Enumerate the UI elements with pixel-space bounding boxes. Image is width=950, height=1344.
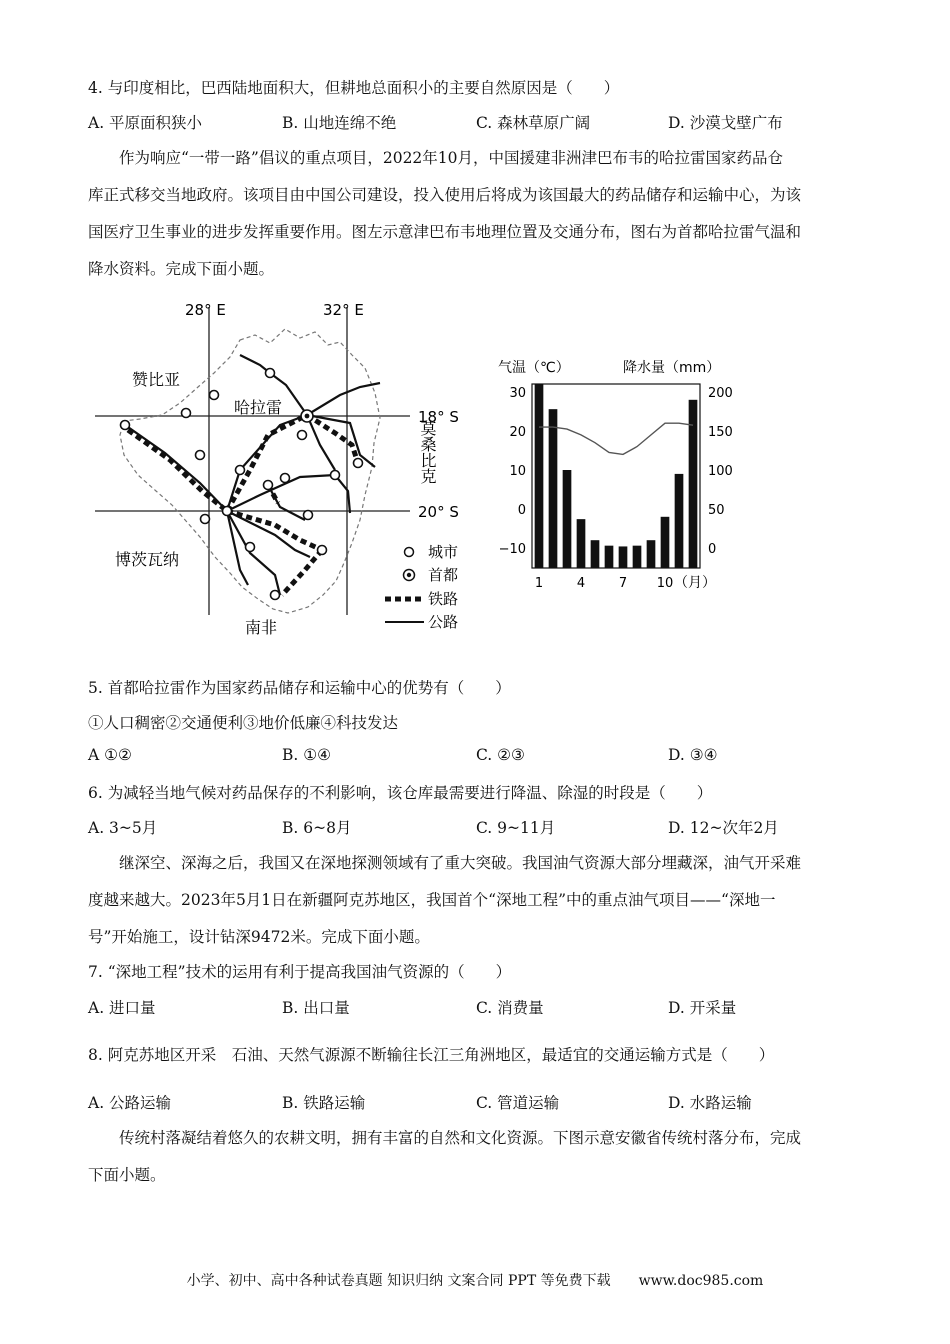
chart-right-axis-label: 降水量（mm） [623,360,721,376]
temp-tick-label: 0 [517,503,526,518]
temp-tick-label: 10 [509,464,526,479]
passage-deep-earth-line-2: 度越来越大。2023年5月1日在新疆阿克苏地区，我国首个“深地工程”中的重点油气项目——“深地一 [88,891,776,909]
passage-deep-earth-line-3: 号”开始施工，设计钻深9472米。完成下面小题。 [88,928,430,946]
passage-deep-earth [88,845,863,956]
q7-option-d: D. 开采量 [668,999,737,1017]
precipitation-bars [535,384,698,568]
zimbabwe-map [90,295,480,640]
q4-option-c: C. 森林草原广阔 [476,114,591,132]
q6-option-d: D. 12~次年2月 [668,819,779,837]
q7-option-b: B. 出口量 [282,999,350,1017]
precip-bar [591,540,600,568]
temp-tick-label: −10 [498,542,526,557]
precip-bar [577,519,586,568]
q6-stem: 6. 为减轻当地气候对药品保存的不利影响，该仓库最需要进行降温、除湿的时段是（ ） [88,784,713,802]
q5-option-d: D. ③④ [668,746,718,764]
precip-bar [549,409,558,568]
passage-villages [88,1120,863,1194]
country-label-mozambique-text: 莫桑比克 [373,420,437,439]
country-label-south-africa: 南非 [245,618,278,637]
precip-bar [619,546,628,568]
country-label-mozambique [373,419,437,484]
legend-road: 公路 [428,613,459,631]
q4-option-b: B. 山地连绵不绝 [282,114,397,132]
precip-bar [605,546,614,568]
lon-label-32: 32° E [323,301,364,319]
month-tick-label: 7 [618,576,628,591]
q8-option-a: A. 公路运输 [88,1094,172,1112]
q5-option-a: A ①② [88,746,132,764]
q6-option-a: A. 3~5月 [88,819,158,837]
precip-bar [563,470,572,568]
legend-capital: 首都 [428,566,459,584]
chart-x-ticks [535,576,673,591]
precip-bar [633,546,642,568]
q4-stem: 4. 与印度相比，巴西陆地面积大，但耕地总面积小的主要自然原因是（ ） [88,79,620,97]
passage-zimbabwe-line-2: 库正式移交当地政府。该项目由中国公司建设，投入使用后将成为该国最大的药品储存和运输中心，为该 [88,186,802,204]
lat-label-18: 18° S [418,408,459,426]
map-legend [385,543,458,631]
passage-zimbabwe-line-4: 降水资料。完成下面小题。 [88,260,275,278]
q6-option-c: C. 9~11月 [476,819,556,837]
q5-option-c: C. ②③ [476,746,525,764]
capital-label-harare: 哈拉雷 [234,398,283,417]
precip-bar [647,540,656,568]
q8-option-c: C. 管道运输 [476,1094,560,1112]
passage-zimbabwe-line-3: 国医疗卫生事业的进步发挥重要作用。图左示意津巴布韦地理位置及交通分布，图右为首都哈拉雷气温和 [88,223,802,241]
passage-zimbabwe [88,140,863,288]
month-tick-label: 4 [576,576,586,591]
temp-tick-label: 30 [509,386,526,401]
precip-tick-label: 200 [708,386,733,401]
q6-option-b: B. 6~8月 [282,819,352,837]
q8-stem: 8. 阿克苏地区开采 石油、天然气源源不断输往长江三角洲地区，最适宜的交通运输方式是（ ） [88,1046,775,1064]
chart-x-unit: （月） [674,575,716,591]
temperature-line [539,423,693,454]
q4-option-a: A. 平原面积狭小 [88,114,203,132]
q5-items: ①人口稠密②交通便利③地价低廉④科技发达 [88,714,399,732]
month-tick-label: 10 [656,576,674,591]
q8-option-b: B. 铁路运输 [282,1094,366,1112]
legend-city: 城市 [428,543,459,561]
precip-bar [675,474,684,568]
passage-villages-line-2: 下面小题。 [88,1166,166,1184]
legend-railway: 铁路 [428,590,459,608]
q5-stem: 5. 首都哈拉雷作为国家药品储存和运输中心的优势有（ ） [88,679,511,697]
precip-tick-label: 150 [708,425,733,440]
country-label-botswana: 博茨瓦纳 [115,550,180,569]
passage-zimbabwe-line-1: 作为响应“一带一路”倡议的重点项目，2022年10月，中国援建非洲津巴布韦的哈拉雷国家药品仓 [119,149,784,167]
passage-villages-line-1: 传统村落凝结着悠久的农耕文明，拥有丰富的自然和文化资源。下图示意安徽省传统村落分布，完成 [119,1129,802,1147]
lon-label-28: 28° E [185,301,226,319]
q7-option-c: C. 消费量 [476,999,544,1017]
page-footer: 小学、初中、高中各种试卷真题 知识归纳 文案合同 PPT 等免费下载 www.doc985.com [186,1273,764,1289]
q5-option-b: B. ①④ [282,746,332,764]
country-label-zambia: 赞比亚 [132,370,181,389]
precip-bar [535,384,544,568]
precip-tick-label: 0 [708,542,717,557]
q8-option-d: D. 水路运输 [668,1094,752,1112]
q7-option-a: A. 进口量 [88,999,156,1017]
month-tick-label: 1 [534,576,544,591]
precip-bar [661,517,670,568]
passage-deep-earth-line-1: 继深空、深海之后，我国又在深地探测领域有了重大突破。我国油气资源大部分埋藏深，油气开采难 [119,854,802,872]
harare-climate-chart [488,350,748,595]
temp-tick-label: 20 [509,425,526,440]
precip-tick-label: 100 [708,464,733,479]
precip-tick-label: 50 [708,503,725,518]
chart-left-axis-label: 气温（℃） [498,360,570,376]
lat-label-20: 20° S [418,503,459,521]
q4-option-d: D. 沙漠戈壁广布 [668,114,783,132]
capital-marker [301,410,313,422]
chart-ticks [499,386,733,557]
q7-stem: 7. “深地工程”技术的运用有利于提高我国油气资源的（ ） [88,963,512,981]
